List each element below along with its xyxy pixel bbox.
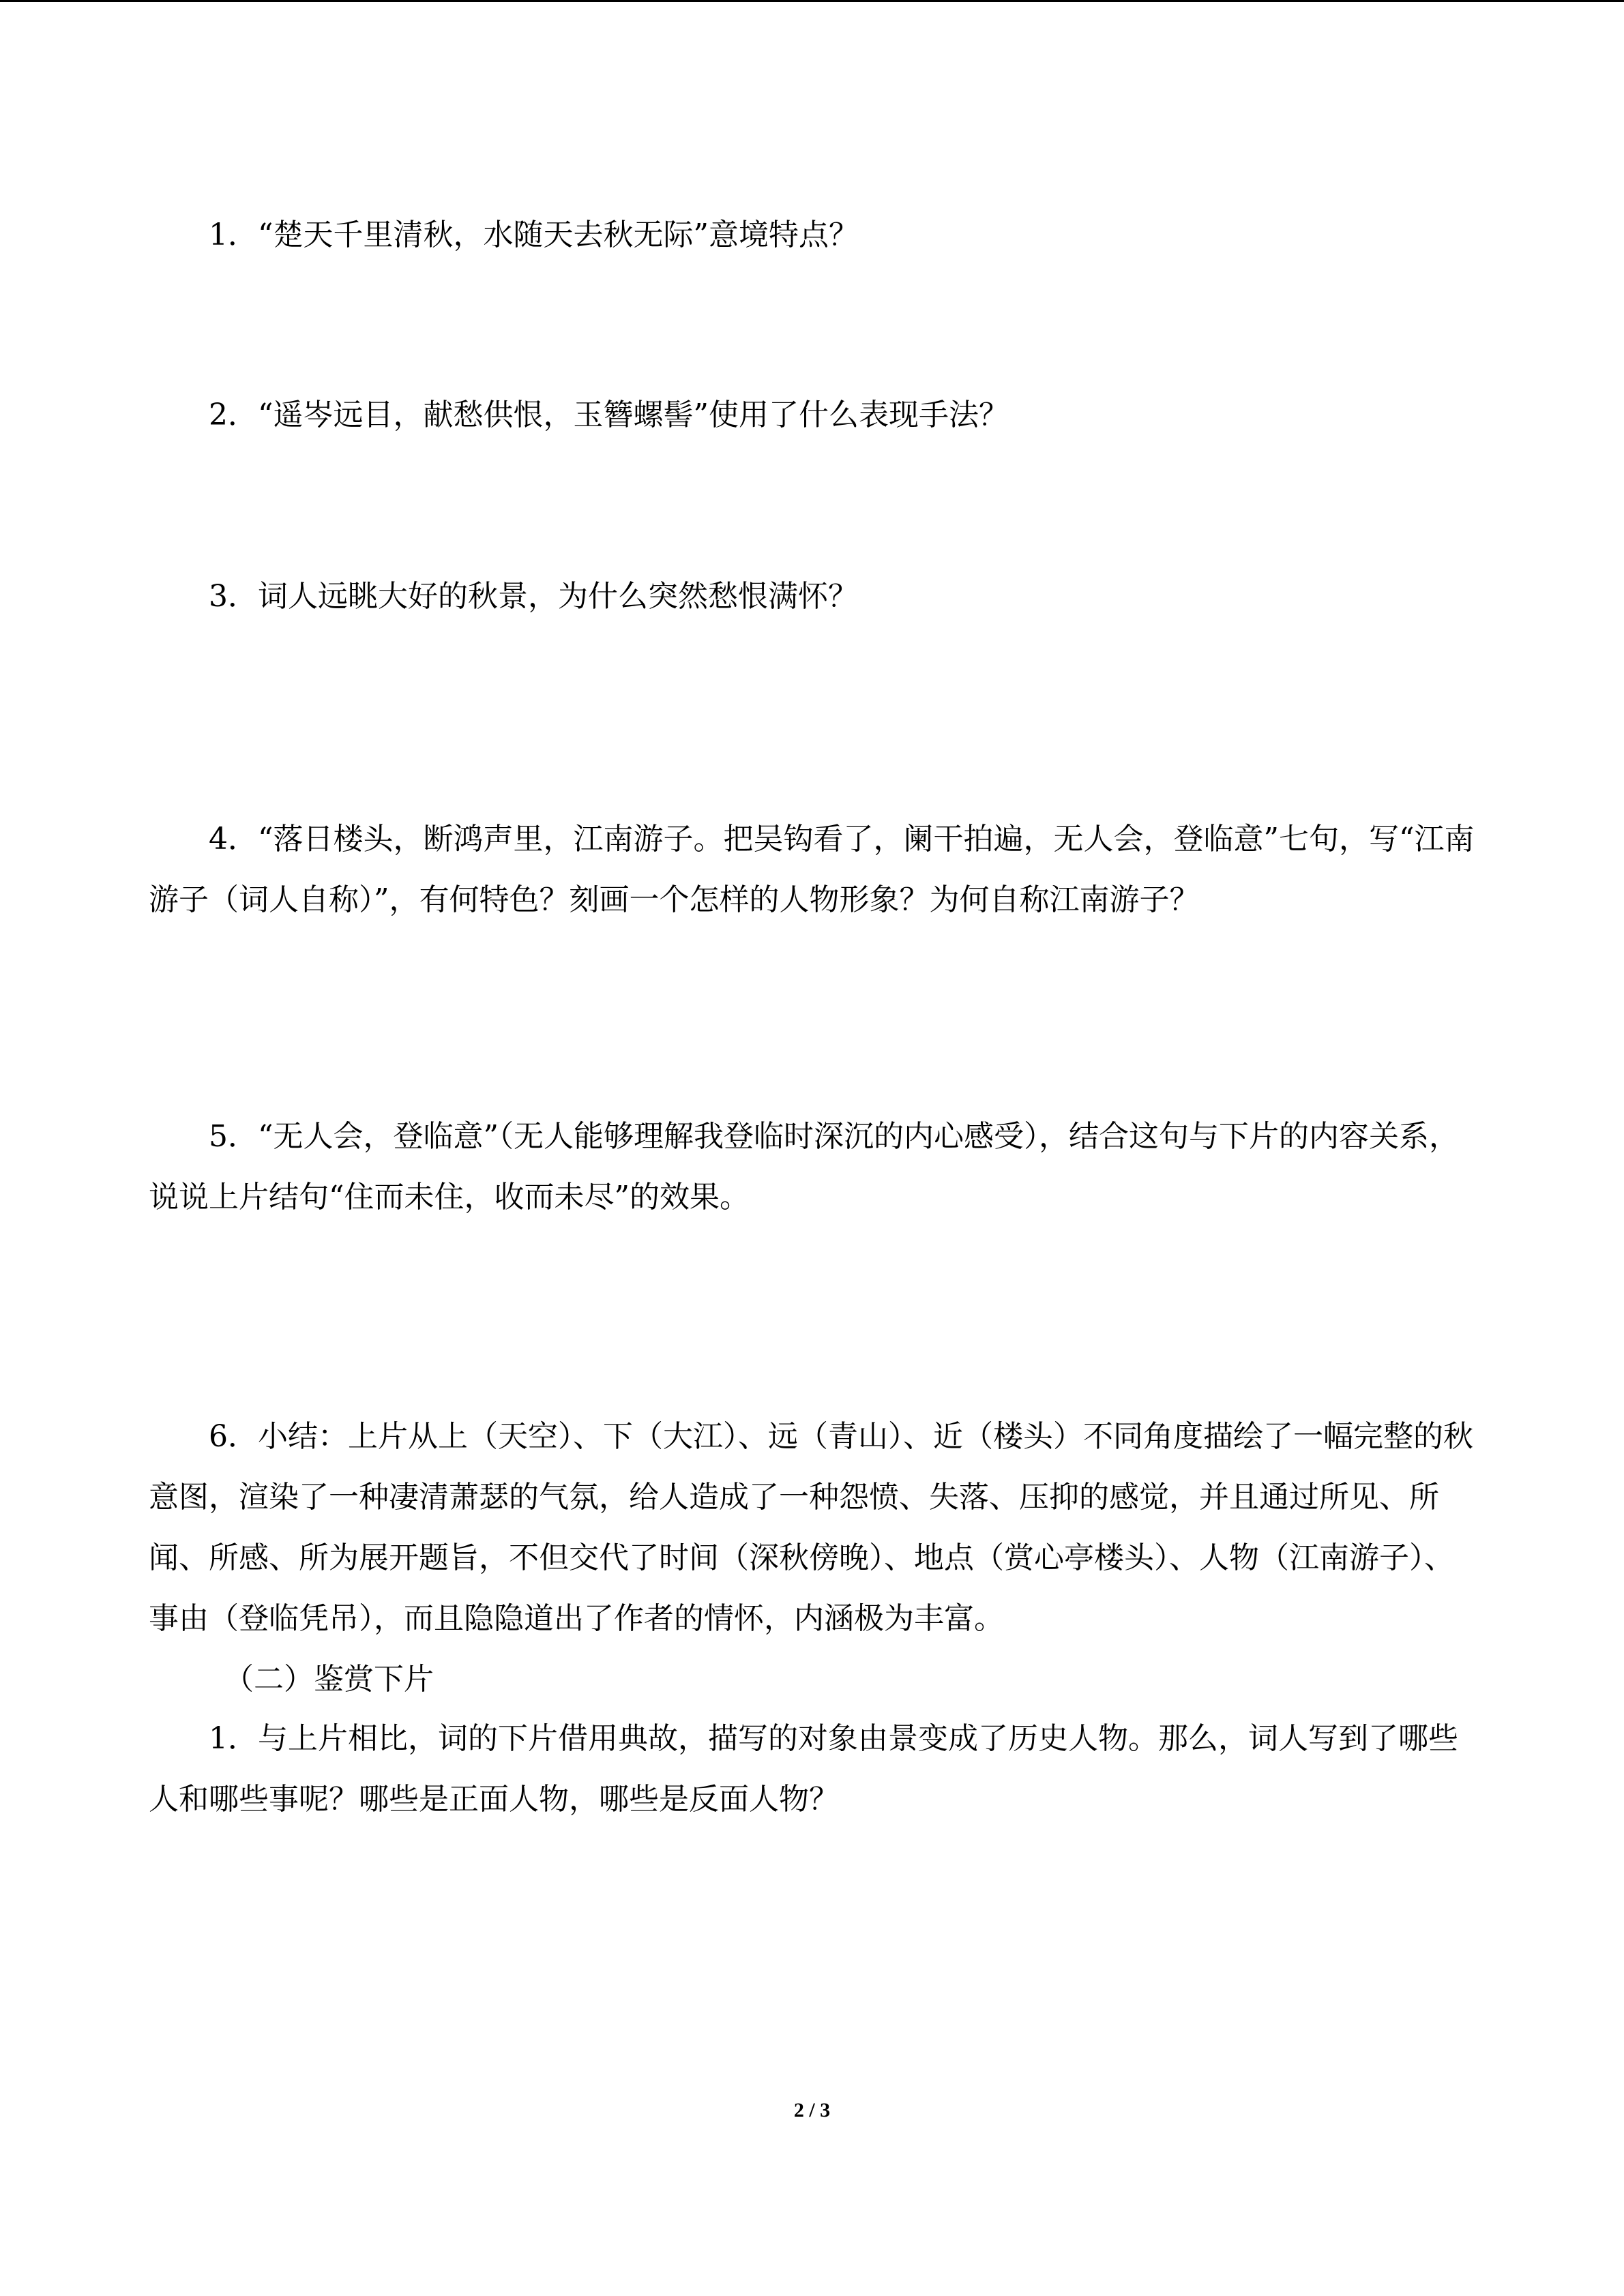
question-upper-3: 3．词人远眺大好的秋景，为什么突然愁恨满怀？ [209,579,858,614]
section-heading-lower: （二）鉴赏下片 [224,1662,434,1697]
question-lower-1: 1．与上片相比，词的下片借用典故，描写的对象由景变成了历史人物。那么，词人写到了哪些人和哪些事呢？哪些是正面人物，哪些是反面人物？ [149,1721,1458,1817]
page-number: 2 / 3 [793,2099,831,2121]
question-upper-4: 4．“落日楼头，断鸿声里，江南游子。把吴钩看了，阑干拍遍，无人会，登临意”七句，写“江南游子（词人自称）”，有何特色？刻画一个怎样的人物形象？为何自称江南游子？ [149,822,1475,917]
summary-paragraph: 6．小结：上片从上（天空）、下（大江）、远（青山）、近（楼头）不同角度描绘了一幅完整的秋意图，渲染了一种凄清萧瑟的气氛，给人造成了一种怨愤、失落、压抑的感觉，并且通过所见、所闻、所感、所为展开题旨，不但交代了时间（深秋傍晚）、地点（赏心亭楼头）、人物（江南游子）、事由（登临凭吊），而且隐隐道出了作者的情怀，内涵极为丰富。 [149,1419,1473,1636]
question-upper-1: 1．“楚天千里清秋，水随天去秋无际”意境特点？ [209,218,859,252]
question-upper-2: 2．“遥岑远目，献愁供恨，玉簪螺髻”使用了什么表现手法？ [209,398,1009,432]
question-upper-5: 5．“无人会，登临意”（无人能够理解我登临时深沉的内心感受），结合这句与下片的内容关系，说说上片结句“住而未住，收而未尽”的效果。 [149,1119,1459,1214]
